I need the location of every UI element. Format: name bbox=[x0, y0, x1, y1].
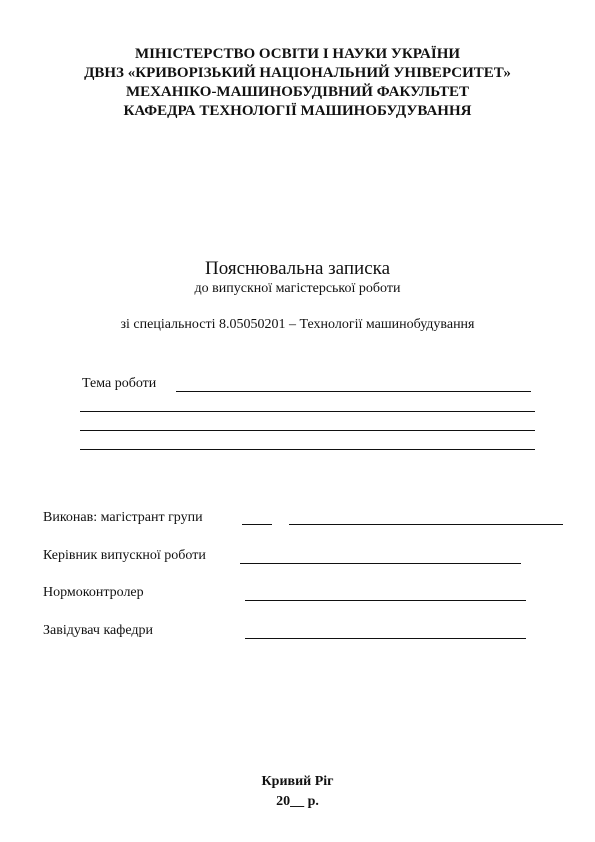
group-field-line[interactable] bbox=[242, 524, 272, 525]
topic-field-line-1[interactable] bbox=[176, 391, 531, 392]
head-label: Завідувач кафедри bbox=[43, 623, 153, 638]
normcontrol-label: Нормоконтролер bbox=[43, 585, 144, 600]
ministry-line: МІНІСТЕРСТВО ОСВІТИ І НАУКИ УКРАЇНИ bbox=[134, 46, 461, 62]
supervisor-label: Керівник випускної роботи bbox=[43, 548, 206, 563]
document-title: Пояснювальна записка bbox=[204, 258, 391, 279]
topic-label: Тема роботи bbox=[82, 376, 157, 391]
specialty-line: зі спеціальності 8.05050201 – Технології машинобудування bbox=[120, 317, 475, 332]
head-field-line[interactable] bbox=[245, 638, 526, 639]
normcontrol-field-line[interactable] bbox=[245, 600, 526, 601]
performer-label: Виконав: магістрант групи bbox=[43, 510, 203, 525]
university-line: ДВНЗ «КРИВОРІЗЬКИЙ НАЦІОНАЛЬНИЙ УНІВЕРСИТЕТ» bbox=[84, 65, 511, 81]
topic-field-line-4[interactable] bbox=[80, 449, 535, 450]
department-line: КАФЕДРА ТЕХНОЛОГІЇ МАШИНОБУДУВАННЯ bbox=[123, 103, 472, 119]
topic-field-line-3[interactable] bbox=[80, 430, 535, 431]
year-label: 20__ р. bbox=[276, 794, 319, 809]
faculty-line: МЕХАНІКО-МАШИНОБУДІВНИЙ ФАКУЛЬТЕТ bbox=[125, 84, 470, 100]
topic-field-line-2[interactable] bbox=[80, 411, 535, 412]
supervisor-field-line[interactable] bbox=[240, 563, 521, 564]
performer-field-line[interactable] bbox=[289, 524, 563, 525]
document-subtitle: до випускної магістерської роботи bbox=[194, 281, 401, 296]
city-label: Кривий Ріг bbox=[261, 774, 334, 789]
